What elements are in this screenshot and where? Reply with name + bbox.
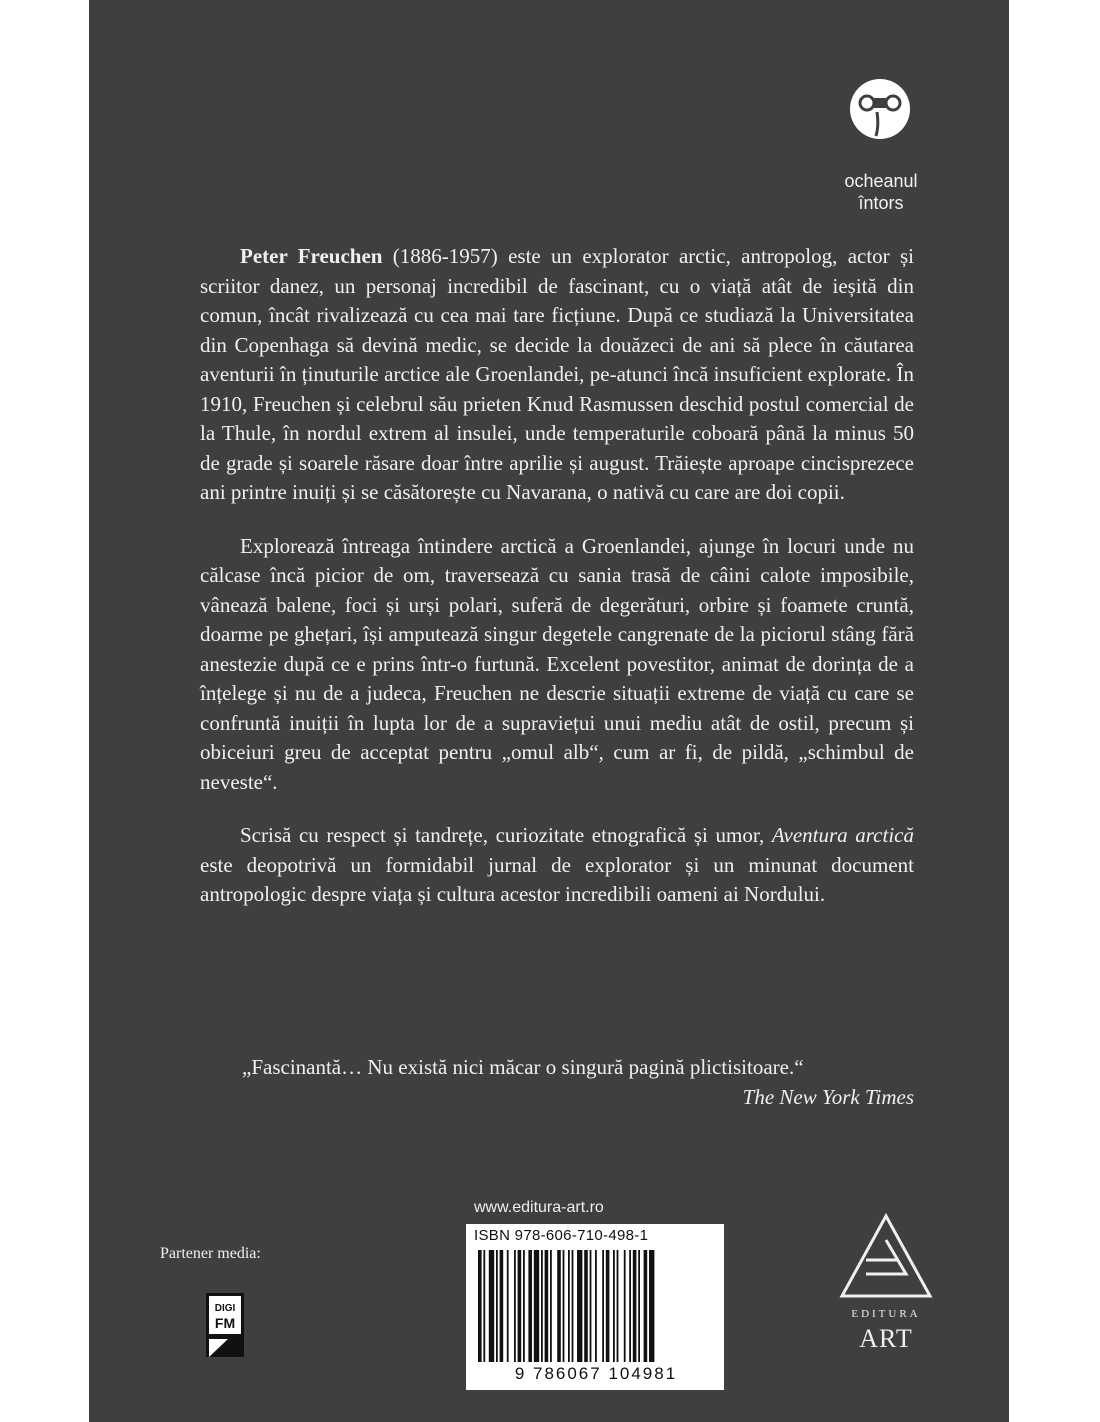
blurb-paragraph-2: Explorează întreaga întindere arctică a Groenlandei, ajunge în locuri unde nu călcase încă picior de om, traversează cu sania trasă de câini calote imposibile, vânează balene, foci și urși polari, suferă de degerături, orbire și foamete cruntă, doarme pe ghețari, își amputează singur degetele cangrenate de la piciorul stâng fără anestezie după ce e prins într-o furtună. Excelent povestitor, animat de dorința de a înțelege și nu de a judeca, Freuchen ne descrie situații extreme de viață cu care se confruntă inuiții în lupta lor de a supraviețui unui mediu atât de ostil, precum și obiceiuri greu de acceptat pentru „omul alb“, cum ar fi, de pildă, „schimbul de neveste“. [200, 533, 914, 794]
barcode-bar [572, 1250, 574, 1362]
book-title: Aventura arctică [771, 823, 914, 847]
barcode-bar [644, 1250, 648, 1362]
press-quote [242, 1053, 914, 1112]
barcode-bar [584, 1250, 588, 1362]
barcode-bar [496, 1250, 498, 1362]
blurb-paragraph-3-start: Scrisă cu respect și tandrețe, curiozitate etnografică și umor, [240, 823, 772, 847]
barcode-bar [602, 1250, 604, 1362]
back-cover [89, 0, 1009, 1422]
barcode-bar [528, 1250, 532, 1362]
author-name: Peter Freuchen [240, 244, 383, 268]
blurb [200, 242, 914, 934]
media-partner-label: Partener media: [160, 1245, 261, 1262]
svg-text:DIGI: DIGI [214, 1303, 236, 1314]
barcode-bar [550, 1250, 552, 1362]
barcode-bar [633, 1250, 637, 1362]
barcode-bar [514, 1250, 516, 1362]
barcode-bar [489, 1250, 494, 1362]
barcode-bar [500, 1250, 504, 1362]
quote-source: The New York Times [742, 1084, 914, 1109]
barcode-bar [590, 1250, 592, 1362]
blurb-paragraph-1-text: (1886-1957) este un explorator arctic, antropolog, actor și scriitor danez, un personaj incredibil de fascinant, cu o viață atât de ieșită din comun, încât rivalizează cu cea mai tare ficțiune. După ce studiază la Universitatea din Copenhaga să devină medic, se decide la douăzeci de ani să plece în căutarea aventurii în ținuturile arctice ale Groenlandei, pe-atunci încă insuficient explorate. În 1910, Freuchen și celebrul său prieten Knud Rasmussen deschid postul comercial de la Thule, în nordul extrem al insulei, unde temperaturile coboară până la minus 50 de grade și soarele răsare doar între aprilie și august. Trăiește aproape cincisprezece ani printre inuiți și se căsătorește cu Navarana, o nativă cu care are doi copii. [200, 244, 914, 504]
blurb-paragraph-3-rest: este deopotrivă un formidabil jurnal de explorator și un minunat document antropologic despre viața și cultura acestor incredibili oameni ai Nordului. [200, 852, 914, 906]
barcode-bar [613, 1250, 615, 1362]
barcode-bar [507, 1250, 509, 1362]
series-line-2: întors [858, 193, 904, 213]
barcode-bar [541, 1250, 543, 1362]
barcode-bar [638, 1250, 640, 1362]
binoculars-logo-icon [849, 78, 911, 140]
barcode-bar [478, 1250, 482, 1362]
barcode-bar [617, 1250, 619, 1362]
barcode-bar [563, 1250, 565, 1362]
barcode-bar [595, 1250, 597, 1362]
blurb-paragraph-3 [200, 821, 914, 910]
barcode-bar [483, 1250, 485, 1362]
publisher-website: www.editura-art.ro [474, 1199, 604, 1216]
barcode-bar [624, 1250, 626, 1362]
barcode-bar [568, 1250, 570, 1362]
isbn-label: ISBN 978-606-710-498-1 [474, 1227, 649, 1244]
barcode-bar [629, 1250, 631, 1362]
quote-text: „Fascinantă… Nu există nici măcar o singură pagină plictisitoare.“ [242, 1055, 804, 1079]
barcode-bar [577, 1250, 582, 1362]
barcode-bar [557, 1250, 561, 1362]
barcode-bar [534, 1250, 539, 1362]
barcode-box [466, 1224, 724, 1390]
barcode-bar [649, 1250, 654, 1362]
barcode-digits: 9 786067 104981 [514, 1364, 678, 1383]
blurb-paragraph-1 [200, 242, 914, 508]
barcode-bar [606, 1250, 610, 1362]
digi-fm-logo-icon [206, 1293, 244, 1357]
publisher-name: ART [859, 1324, 913, 1353]
series-name [831, 170, 931, 214]
barcode-icon [478, 1250, 712, 1362]
barcode-bar [545, 1250, 549, 1362]
series-line-1: ocheanul [844, 171, 918, 191]
svg-text:FM: FM [214, 1315, 236, 1331]
barcode-bar [518, 1250, 522, 1362]
publisher-subtitle: EDITURA [851, 1308, 921, 1320]
barcode-bar [523, 1250, 525, 1362]
publisher-logo-icon [836, 1212, 936, 1300]
